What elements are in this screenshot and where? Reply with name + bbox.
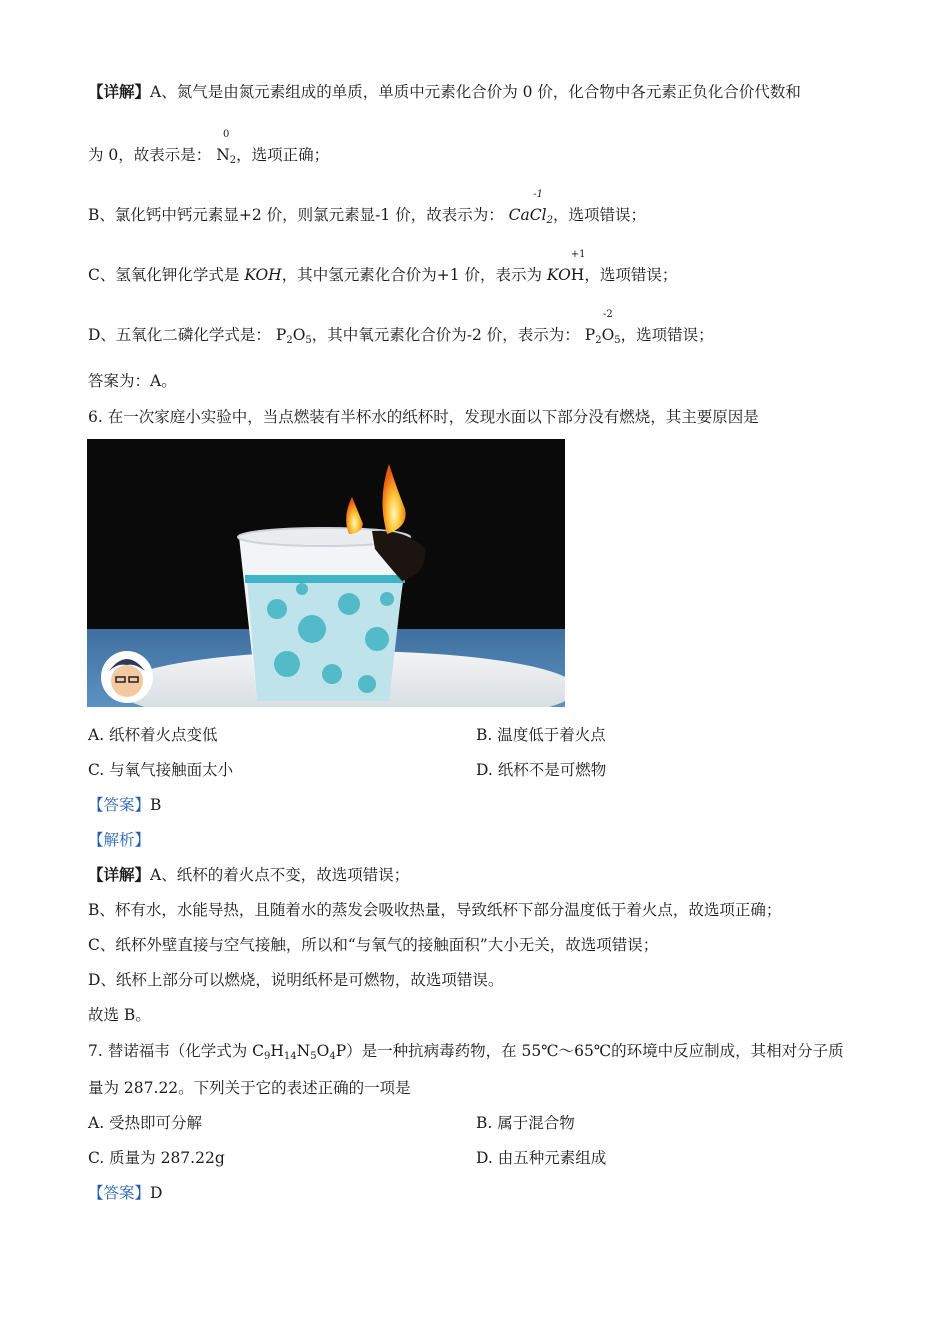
- formula-koh: KOH: [244, 266, 282, 284]
- question-7-line2: 量为 287.22。下列关于它的表述正确的一项是: [88, 1079, 411, 1097]
- q6-detail-a: 【详解】A、纸杯的着火点不变，故选项错误；: [88, 865, 410, 884]
- formula-koh-ox: KO +1 H: [546, 249, 586, 284]
- q6-conclusion: 故选 B。: [88, 1006, 151, 1024]
- q7-option-a: A. 受热即可分解: [88, 1114, 203, 1132]
- detail-line-c: C、氢氧化钾化学式是 KOH，其中氢元素化合价为+1 价，表示为 KO +1 H，选项错误；: [88, 249, 678, 284]
- burning-cup-photo: [87, 439, 565, 707]
- answer-tag: 【答案】: [88, 796, 151, 814]
- detail-tag: 【详解】: [88, 865, 151, 884]
- q6-option-c: C. 与氧气接触面太小: [88, 761, 234, 779]
- formula-n2: 0 $N_2$: [216, 129, 237, 166]
- q7-option-d: D. 由五种元素组成: [476, 1149, 607, 1167]
- detail-line-a: 【详解】A、氮气是由氮元素组成的单质，单质中元素化合价为 0 价，化合物中各元素正负化合价代数和: [88, 82, 801, 101]
- formula-cacl2: Ca -1 $Cl_2$: [508, 189, 553, 226]
- q7-option-b: B. 属于混合物: [476, 1114, 575, 1132]
- q7-option-c: C. 质量为 287.22g: [88, 1149, 225, 1167]
- formula-p2o5: $P_2O_5$: [275, 326, 312, 346]
- q6-analysis-tag: 【解析】: [88, 831, 151, 849]
- q7-answer: 【答案】D: [88, 1184, 163, 1202]
- detail-line-a2: 为 0，故表示是： 0 $N_2$，选项正确；: [88, 145, 329, 171]
- q6-detail-d: D、纸杯上部分可以燃烧，说明纸杯是可燃物，故选项错误。: [88, 971, 504, 989]
- detail-line-d: D、五氧化二磷化学式是： $P_2O_5$，其中氧元素化合价为-2 价，表示为： $P_2$ -2 $O_5$，选项错误；: [88, 325, 714, 351]
- answer-line: 答案为：A。: [88, 372, 177, 390]
- q6-detail-b: B、杯有水，水能导热，且随着水的蒸发会吸收热量，导致纸杯下部分温度低于着火点，故选项正确；: [88, 901, 782, 919]
- q6-option-a: A. 纸杯着火点变低: [88, 726, 218, 744]
- q6-answer: 【答案】B: [88, 796, 162, 814]
- question-7: 7. 替诺福韦（化学式为 $C_9H_{14}N_5O_4P$）是一种抗病毒药物，在 55℃～65℃的环境中反应制成，其相对分子质: [88, 1042, 844, 1062]
- detail-tag: 【详解】: [88, 82, 151, 101]
- q6-option-b: B. 温度低于着火点: [476, 726, 606, 744]
- detail-line-b: B、氯化钙中钙元素显+2 价，则氯元素显-1 价，故表示为： Ca -1 $Cl_2$，选项错误；: [88, 205, 646, 231]
- answer-tag: 【答案】: [88, 1184, 151, 1202]
- question-6: 6. 在一次家庭小实验中，当点燃装有半杯水的纸杯时，发现水面以下部分没有燃烧，其主要原因是: [88, 408, 759, 426]
- q6-detail-c: C、纸杯外壁直接与空气接触，所以和“与氧气的接触面积”大小无关，故选项错误；: [88, 936, 659, 954]
- formula-p2o5-ox: $P_2$ -2 $O_5$: [584, 309, 621, 346]
- q6-option-d: D. 纸杯不是可燃物: [476, 761, 607, 779]
